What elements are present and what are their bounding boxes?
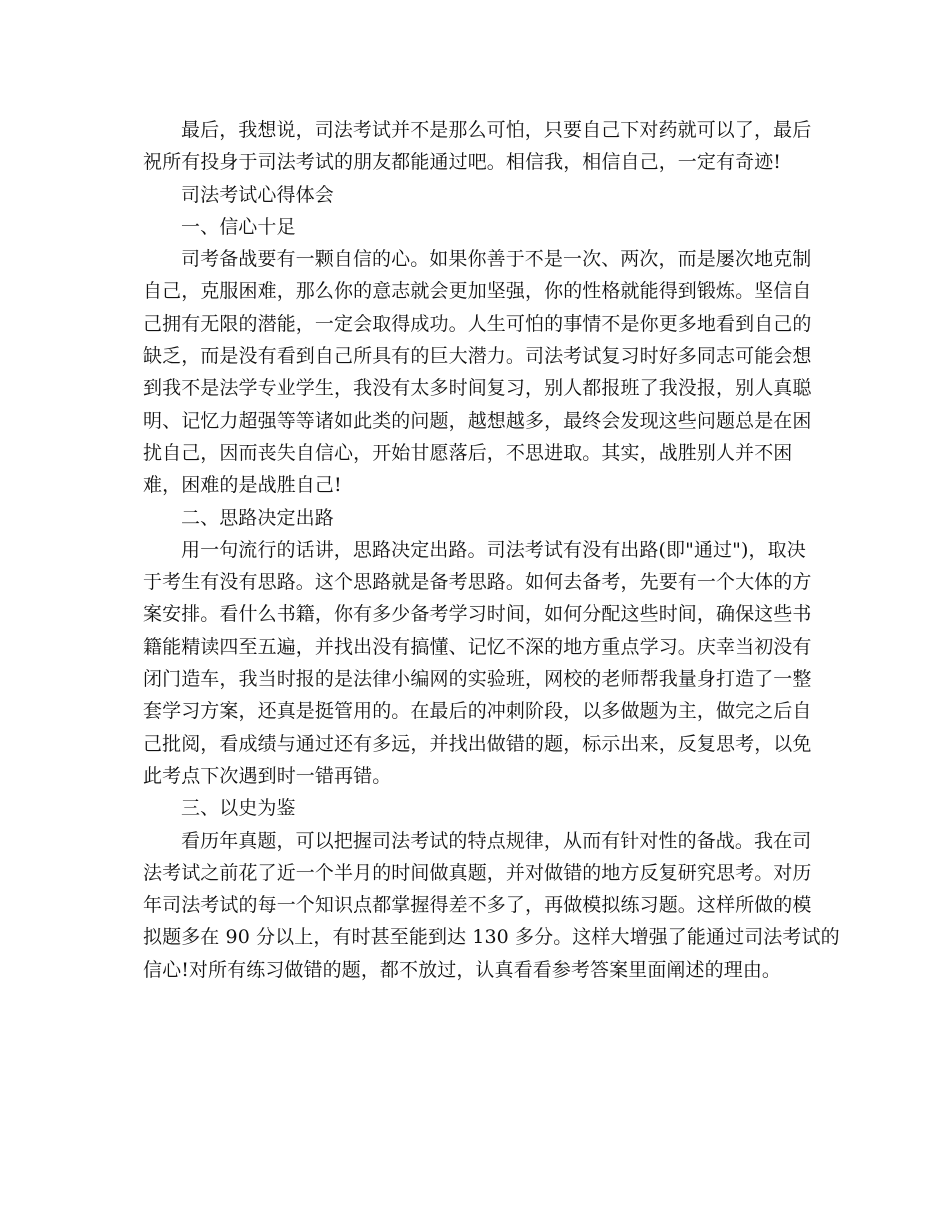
heading-confidence: 一、信心十足 <box>181 215 296 238</box>
heading-approach: 二、思路决定出路 <box>181 506 334 529</box>
text-line: 于考生有没有思路。这个思路就是备考思路。如何去备考，先要有一个大体的方 <box>143 571 812 594</box>
text-line: 法考试之前花了近一个半月的时间做真题，并对做错的地方反复研究思考。对历 <box>143 861 812 884</box>
text-line: 缺乏，而是没有看到自己所具有的巨大潜力。司法考试复习时好多同志可能会想 <box>143 345 812 368</box>
text-line: 司考备战要有一颗自信的心。如果你善于不是一次、两次，而是屡次地克制 <box>181 248 812 271</box>
text-line: 案安排。看什么书籍，你有多少备考学习时间，如何分配这些时间，确保这些书 <box>143 603 812 626</box>
text-line: 年司法考试的每一个知识点都掌握得差不多了，再做模拟练习题。这样所做的模 <box>143 894 812 917</box>
text-line: 祝所有投身于司法考试的朋友都能通过吧。相信我，相信自己，一定有奇迹! <box>143 151 782 174</box>
section-title: 司法考试心得体会 <box>181 183 334 206</box>
text-line: 扰自己，因而丧失自信心，开始甘愿落后，不思进取。其实，战胜别人并不困 <box>143 441 793 464</box>
text-line: 闭门造车，我当时报的是法律小编网的实验班，网校的老师帮我量身打造了一整 <box>143 668 812 691</box>
text-line: 信心!对所有练习做错的题，都不放过，认真看看参考答案里面阐述的理由。 <box>143 958 782 981</box>
text-line: 用一句流行的话讲，思路决定出路。司法考试有没有出路(即"通过")，取决 <box>181 538 806 561</box>
text-line: 己拥有无限的潜能，一定会取得成功。人生可怕的事情不是你更多地看到自己的 <box>143 312 812 335</box>
heading-history: 三、以史为鉴 <box>181 797 296 820</box>
text-line: 籍能精读四至五遍，并找出没有搞懂、记忆不深的地方重点学习。庆幸当初没有 <box>143 635 812 658</box>
text-line: 最后，我想说，司法考试并不是那么可怕，只要自己下对药就可以了，最后 <box>181 119 812 141</box>
text-line: 自己，克服困难，那么你的意志就会更加坚强，你的性格就能得到锻炼。坚信自 <box>143 280 812 303</box>
text-line: 难，困难的是战胜自己! <box>143 474 342 497</box>
text-line: 己批阅，看成绩与通过还有多远，并找出做错的题，标示出来，反复思考，以免 <box>143 732 812 755</box>
document-page <box>143 114 840 986</box>
text-line: 明、记忆力超强等等诸如此类的问题，越想越多，最终会发现这些问题总是在困 <box>143 409 812 432</box>
text-line: 拟题多在 90 分以上，有时甚至能到达 130 多分。这样大增强了能通过司法考试的 <box>143 926 840 949</box>
text-line: 看历年真题，可以把握司法考试的特点规律，从而有针对性的备战。我在司 <box>181 829 812 852</box>
text-line: 到我不是法学专业学生，我没有太多时间复习，别人都报班了我没报，别人真聪 <box>143 377 812 400</box>
text-line: 此考点下次遇到时一错再错。 <box>143 764 392 787</box>
text-line: 套学习方案，还真是挺管用的。在最后的冲刺阶段，以多做题为主，做完之后自 <box>143 700 812 723</box>
